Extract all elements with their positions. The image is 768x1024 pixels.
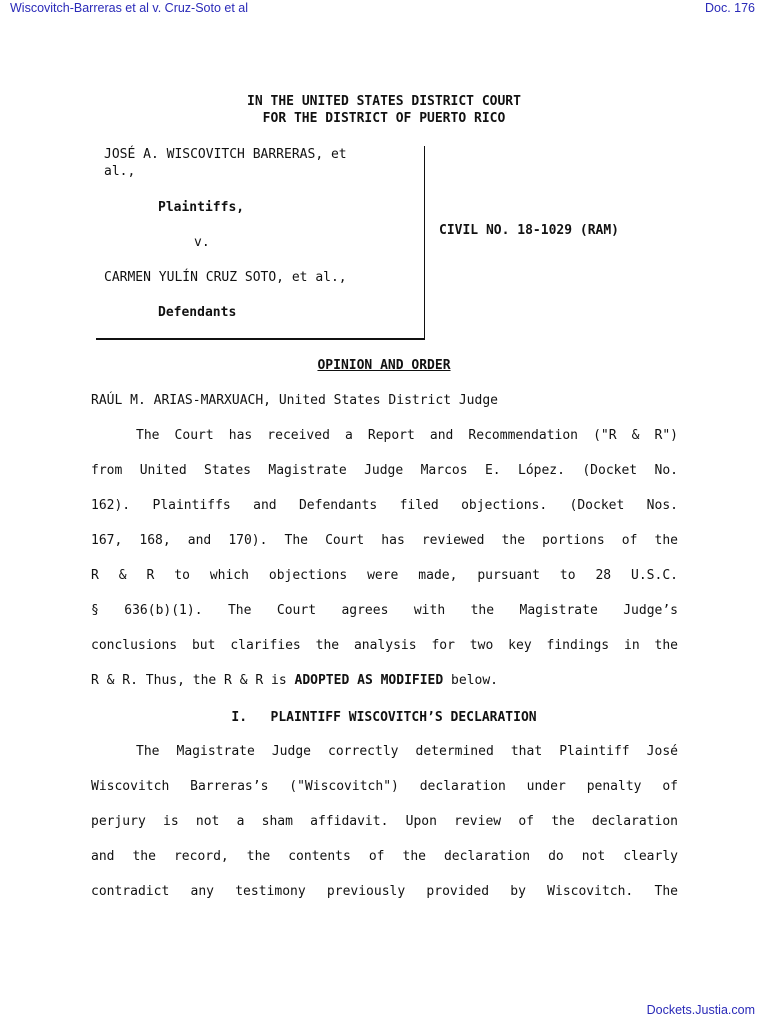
case-title-link[interactable]: Wiscovitch-Barreras et al v. Cruz-Soto et al	[10, 1, 249, 15]
caption-horizontal-divider	[96, 338, 425, 340]
paragraph-line: The Magistrate Judge correctly determined that Plaintiff José	[136, 744, 678, 759]
plaintiff-name-line1: JOSÉ A. WISCOVITCH BARRERAS, et	[104, 147, 347, 162]
paragraph-2	[91, 734, 678, 909]
paragraph-line: 167, 168, and 170). The Court has reviewed the portions of the	[91, 533, 678, 548]
paragraph-text: R & R. Thus, the R & R is	[91, 673, 295, 688]
paragraph-text: below.	[443, 673, 499, 688]
defendant-name: CARMEN YULÍN CRUZ SOTO, et al.,	[104, 270, 347, 285]
caption-vertical-divider	[424, 146, 425, 340]
opinion-title: OPINION AND ORDER	[317, 358, 451, 373]
versus-label: v.	[194, 235, 210, 250]
paragraph-line: contradict any testimony previously provided by Wiscovitch. The	[91, 884, 678, 899]
defendants-label: Defendants	[158, 305, 237, 320]
paragraph-line: Wiscovitch Barreras’s ("Wiscovitch") declaration under penalty of	[91, 779, 678, 794]
paragraph-line: conclusions but clarifies the analysis for two key findings in the	[91, 638, 678, 653]
paragraph-line: from United States Magistrate Judge Marcos E. López. (Docket No.	[91, 463, 678, 478]
justia-site-link[interactable]: Dockets.Justia.com	[646, 1003, 755, 1017]
plaintiffs-label: Plaintiffs,	[158, 200, 245, 215]
judge-line: RAÚL M. ARIAS-MARXUACH, United States District Judge	[91, 393, 498, 408]
paragraph-line: The Court has received a Report and Recommendation ("R & R")	[136, 428, 678, 443]
paragraph-line: R & R to which objections were made, pursuant to 28 U.S.C.	[91, 568, 678, 583]
docket-number-link[interactable]: Doc. 176	[704, 1, 755, 15]
paragraph-1	[91, 418, 678, 698]
plaintiff-name-line2: al.,	[104, 164, 136, 179]
section-1-heading: I. PLAINTIFF WISCOVITCH’S DECLARATION	[231, 710, 537, 725]
paragraph-line: perjury is not a sham affidavit. Upon review of the declaration	[91, 814, 678, 829]
civil-case-number: CIVIL NO. 18-1029 (RAM)	[439, 223, 620, 238]
adopted-as-modified-text: ADOPTED AS MODIFIED	[294, 673, 444, 688]
court-name-line2: FOR THE DISTRICT OF PUERTO RICO	[262, 111, 506, 126]
paragraph-last-line	[91, 663, 678, 698]
paragraph-line: and the record, the contents of the declaration do not clearly	[91, 849, 678, 864]
paragraph-line: § 636(b)(1). The Court agrees with the Magistrate Judge’s	[91, 603, 678, 618]
court-name-line1: IN THE UNITED STATES DISTRICT COURT	[247, 94, 521, 109]
paragraph-line: 162). Plaintiffs and Defendants filed objections. (Docket Nos.	[91, 498, 678, 513]
